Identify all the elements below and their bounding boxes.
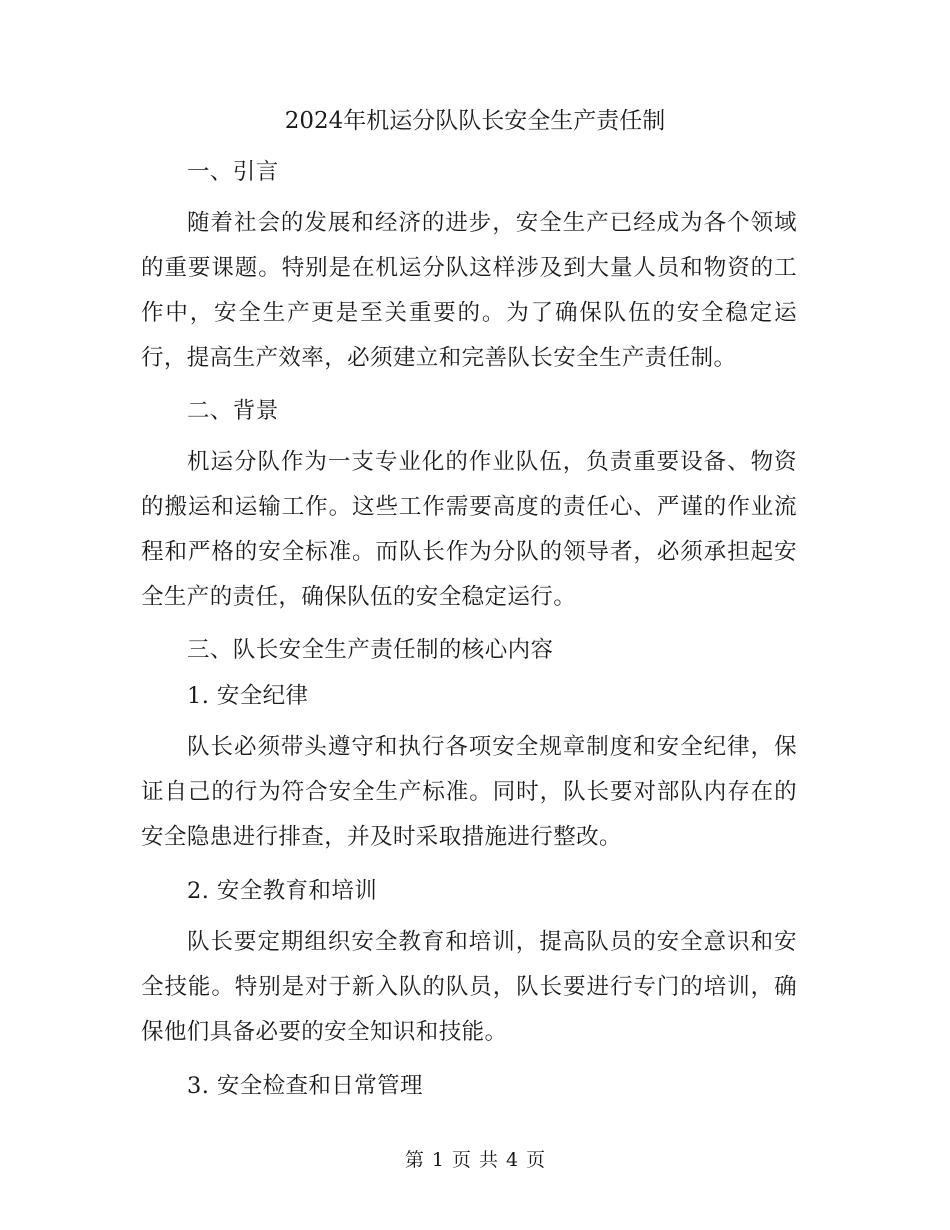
section-heading-introduction: 一、引言 [187, 159, 279, 185]
subheading-safety-discipline: 1. 安全纪律 [187, 683, 309, 709]
paragraph-introduction: 随着社会的发展和经济的进步，安全生产已经成为各个领域的重要课题。特别是在机运分队这样涉及到大量人员和物资的工作中，安全生产更是至关重要的。为了确保队伍的安全稳定运行，提高生产效率，必须建立和完善队长安全生产责任制。 [141, 210, 797, 371]
paragraph-background: 机运分队作为一支专业化的作业队伍，负责重要设备、物资的搬运和运输工作。这些工作需要高度的责任心、严谨的作业流程和严格的安全标准。而队长作为分队的领导者，必须承担起安全生产的责任，确保队伍的安全稳定运行。 [141, 449, 797, 610]
paragraph-safety-training: 队长要定期组织安全教育和培训，提高队员的安全意识和安全技能。特别是对于新入队的队员，队长要进行专门的培训，确保他们具备必要的安全知识和技能。 [141, 929, 797, 1045]
document-title: 2024年机运分队队长安全生产责任制 [284, 108, 666, 134]
subheading-safety-inspection: 3. 安全检查和日常管理 [187, 1073, 423, 1099]
subheading-safety-training: 2. 安全教育和培训 [187, 878, 378, 904]
section-heading-core-content: 三、队长安全生产责任制的核心内容 [187, 637, 554, 663]
document-body [141, 155, 797, 1115]
paragraph-safety-discipline: 队长必须带头遵守和执行各项安全规章制度和安全纪律，保证自己的行为符合安全生产标准。同时，队长要对部队内存在的安全隐患进行排查，并及时采取措施进行整改。 [141, 734, 797, 850]
page-number-footer: 第 1 页 共 4 页 [404, 1149, 546, 1171]
section-heading-background: 二、背景 [187, 398, 279, 424]
